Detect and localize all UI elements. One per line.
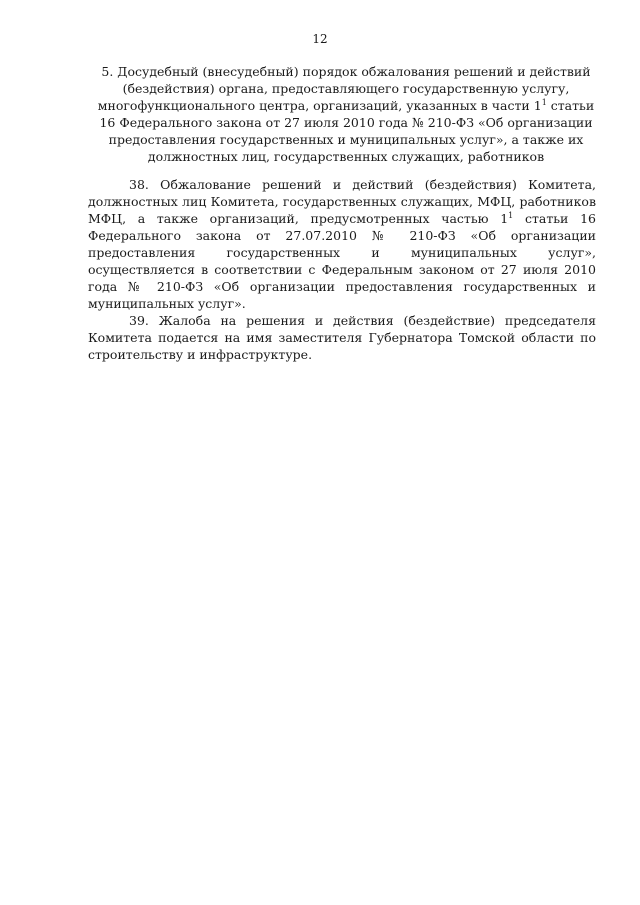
section-heading-superscript: 1 xyxy=(541,97,547,107)
page-number: 12 xyxy=(312,32,328,46)
section-heading-text-end: статьи 16 Федерального закона от 27 июля 2010 года № 210-ФЗ «Об организации предоставления государственных и муниципальных услуг», а также их должностных лиц, государственных служащих, работников xyxy=(99,98,595,164)
paragraph-38 xyxy=(88,176,596,312)
paragraph-39: 39. Жалоба на решения и действия (бездействие) председателя Комитета подается на имя заместителя Губернатора Томской области по строительству и инфраструктуре. xyxy=(88,313,596,362)
section-heading xyxy=(96,63,596,165)
paragraph-38-text-start: 38. Обжалование решений и действий (бездействия) Комитета, должностных лиц Комитета, государственных служащих, МФЦ, работников МФЦ, а также организаций, предусмотренных частью 1 xyxy=(88,177,596,226)
paragraph-38-superscript: 1 xyxy=(508,210,514,220)
section-heading-text-start: 5. Досудебный (внесудебный) порядок обжалования решений и действий (бездействия) органа, предоставляющего государственную услугу, многофункционального центра, организаций, указанных в части 1 xyxy=(97,64,591,113)
paragraph-38-text-end: статьи 16 Федерального закона от 27.07.2010 № 210-ФЗ «Об организации предоставления государственных и муниципальных услуг», осуществляется в соответствии с Федеральным законом от 27 июля 2010 года № 210-ФЗ «Об организации предоставления государственных и муниципальных услуг». xyxy=(88,211,596,311)
document-body xyxy=(88,176,596,363)
